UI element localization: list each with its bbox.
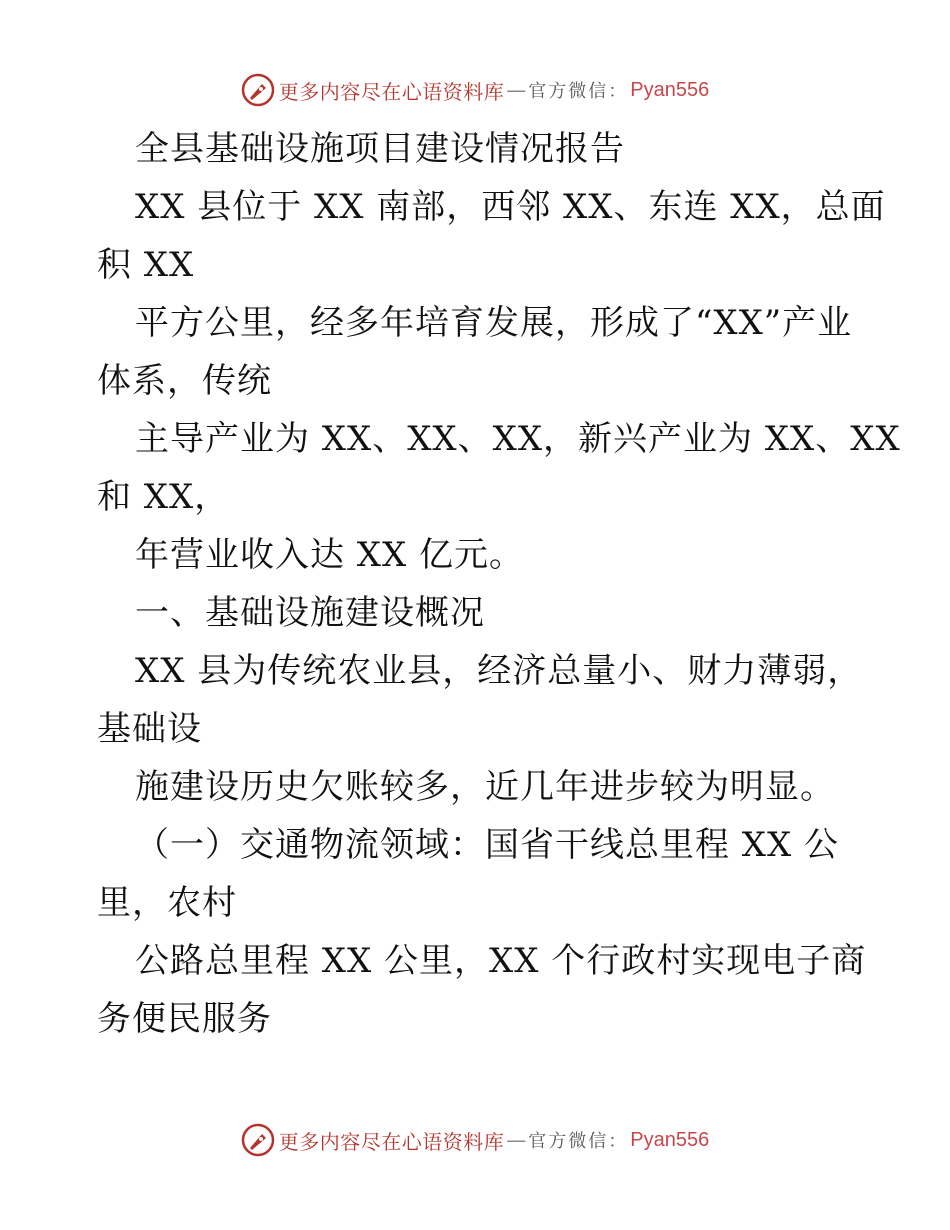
watermark-wechat-label: 官方微信：: [528, 81, 629, 102]
watermark-separator: —: [506, 1128, 527, 1152]
paragraph-line-wrap: 体系，传统: [97, 361, 272, 401]
paragraph-line: 平方公里，经多年培育发展，形成了“XX”产业: [135, 303, 853, 343]
document-body: [97, 120, 901, 1048]
section-heading: 一、基础设施建设概况: [135, 593, 485, 633]
paragraph-line: 年营业收入达 XX 亿元。: [135, 535, 525, 575]
watermark-separator: —: [506, 78, 527, 102]
pen-nib-logo-icon: [241, 1123, 275, 1157]
paragraph-line-wrap: 里，农村: [97, 883, 237, 923]
watermark-wechat-id: Pyan556: [630, 78, 710, 101]
subsection-heading: （一）交通物流领域：国省干线总里程 XX 公: [135, 825, 840, 865]
paragraph-line: 公路总里程 XX 公里，XX 个行政村实现电子商: [135, 941, 867, 981]
watermark-wechat-id: Pyan556: [630, 1128, 710, 1151]
paragraph-line: XX 县为传统农业县，经济总量小、财力薄弱，: [135, 651, 863, 691]
watermark-wechat-label: 官方微信：: [528, 1131, 629, 1152]
paragraph-line: 主导产业为 XX、XX、XX，新兴产业为 XX、XX: [135, 419, 901, 459]
document-title: 全县基础设施项目建设情况报告: [135, 129, 625, 169]
paragraph-line-wrap: 基础设: [97, 709, 202, 749]
watermark-text: 更多内容尽在心语资料库: [278, 79, 505, 104]
pen-nib-logo-icon: [241, 73, 275, 107]
paragraph-line-wrap: 积 XX: [97, 245, 195, 285]
watermark-banner-top: [0, 68, 950, 112]
paragraph-line: XX 县位于 XX 南部，西邻 XX、东连 XX，总面: [135, 187, 886, 227]
paragraph-line-wrap: 和 XX，: [97, 477, 230, 517]
paragraph-line-wrap: 务便民服务: [97, 999, 272, 1039]
watermark-banner-bottom: [0, 1118, 950, 1162]
watermark-text: 更多内容尽在心语资料库: [278, 1129, 505, 1154]
paragraph-line: 施建设历史欠账较多，近几年进步较为明显。: [135, 767, 835, 807]
